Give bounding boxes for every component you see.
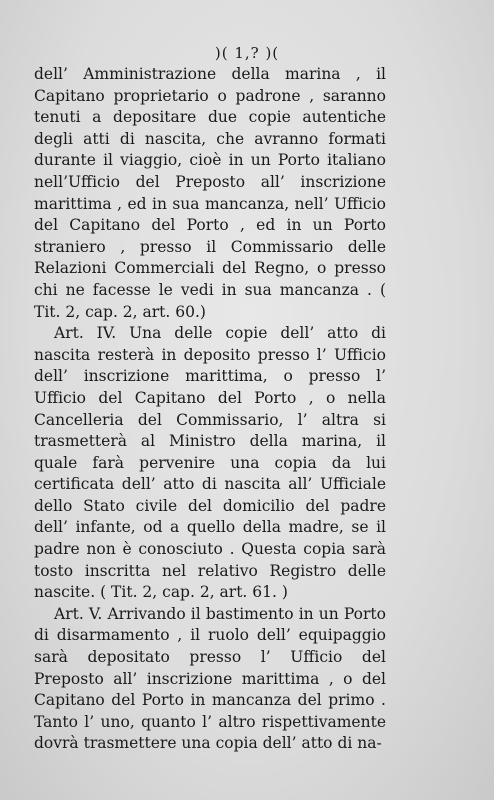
paragraph-continuation: dell’ Amministrazione della marina , il Capitano proprietario o padrone , saranno tenuti a depositare due copie autentiche degli atti di nascita, che avranno formati durante il viaggio, cioè in un Porto italiano nell’Ufficio del Preposto all’ inscrizione marittima , ed in sua mancanza, nell’ Ufficio del Capitano del Porto , ed in un Porto straniero , presso il Commissario delle Relazioni Commerciali del Regno, o presso chi ne facesse le vedi in sua mancanza . ( Tit. 2, cap. 2, art. 60.) <box>34 65 386 321</box>
page-number: )( 1,? )( <box>214 44 280 62</box>
paragraph-article-4: Art. IV. Una delle copie dell’ atto di nascita resterà in deposito presso l’ Ufficio dell’ inscrizione marittima, o presso l’ Ufficio del Capitano del Porto , o nella Cancelleria del Commissario, l’ altra si trasmetterà al Ministro della marina, il quale farà pervenire una copia da lui certificata dell’ atto di nascita all’ Ufficiale dello Stato civile del domicilio del padre dell’ infante, od a quello della madre, se il padre non è conosciuto . Questa copia sarà tosto inscritta nel relativo Registro delle nascite. ( Tit. 2, cap. 2, art. 61. ) <box>34 324 386 602</box>
body-text <box>34 64 386 755</box>
paragraph-article-5: Art. V. Arrivando il bastimento in un Porto di disarmamento , il ruolo dell’ equipaggio sarà depositato presso l’ Ufficio del Preposto all’ inscrizione marittima , o del Capitano del Porto in mancanza del primo . Tanto l’ uno, quanto l’ altro rispettivamente dovrà trasmettere una copia dell’ atto di na- <box>34 604 386 753</box>
